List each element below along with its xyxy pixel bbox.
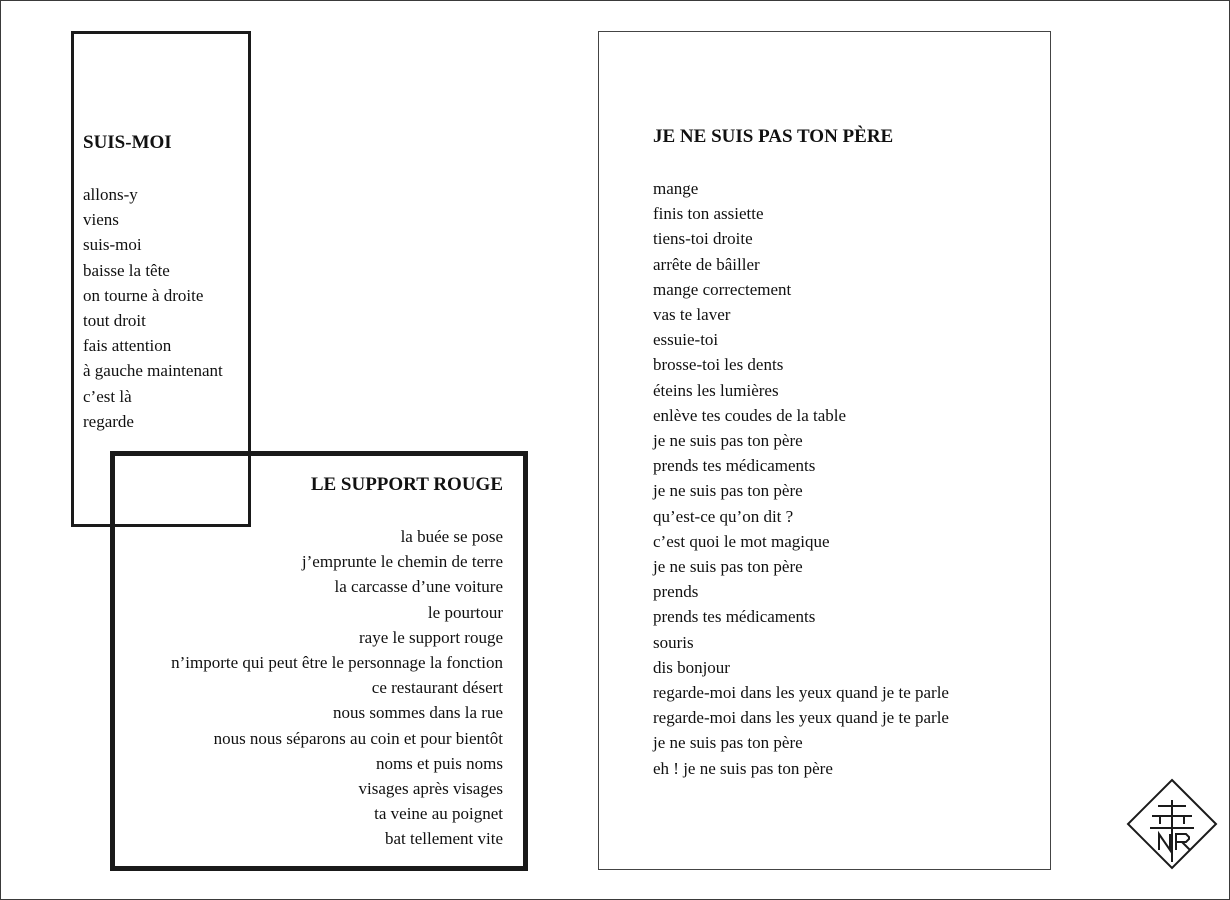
poem-line: prends tes médicaments	[653, 456, 816, 476]
diamond-monogram-icon	[1126, 778, 1218, 870]
poem-line: nous nous séparons au coin et pour bientôt	[213, 728, 503, 748]
poem-line: le pourtour	[427, 602, 503, 622]
poem-line: essuie-toi	[653, 330, 719, 350]
poem-line: visages après visages	[358, 779, 503, 799]
poem-line: j’emprunte le chemin de terre	[301, 552, 503, 572]
poem-line: prends tes médicaments	[653, 607, 816, 627]
poem-line: enlève tes coudes de la table	[653, 405, 847, 425]
poem-line: regarde	[83, 411, 134, 431]
poem-line: qu’est-ce qu’on dit ?	[653, 506, 794, 526]
poem-title: SUIS-MOI	[83, 132, 172, 153]
poem-line: prends	[653, 582, 699, 602]
poem-line: noms et puis noms	[375, 753, 503, 773]
poem-line: n’importe qui peut être le personnage la fonction	[171, 653, 503, 673]
poem-line: je ne suis pas ton père	[653, 481, 803, 501]
poem-line: arrête de bâiller	[653, 254, 760, 274]
poem-line: souris	[653, 632, 694, 652]
poem-line: eh ! je ne suis pas ton père	[653, 758, 833, 778]
poem-line: tout droit	[83, 311, 146, 331]
poem-lines	[653, 176, 949, 781]
poem-line: à gauche maintenant	[83, 361, 223, 381]
poem-line: mange correctement	[653, 279, 792, 299]
poem-line: finis ton assiette	[653, 204, 764, 224]
poem-line: dis bonjour	[653, 657, 730, 677]
poem-support-rouge	[171, 474, 503, 852]
poem-line: nous sommes dans la rue	[333, 703, 503, 723]
poem-line: c’est quoi le mot magique	[653, 531, 830, 551]
poem-line: mange	[653, 179, 699, 198]
poem-line: tiens-toi droite	[653, 229, 753, 249]
poem-line: on tourne à droite	[83, 285, 204, 305]
poem-line: éteins les lumières	[653, 380, 779, 400]
poem-lines	[171, 524, 503, 852]
poem-line: regarde-moi dans les yeux quand je te parle	[653, 708, 949, 728]
poem-line: c’est là	[83, 386, 132, 406]
poem-line: baisse la tête	[83, 260, 170, 280]
poem-line: raye le support rouge	[359, 627, 503, 647]
poem-line: vas te laver	[653, 305, 731, 325]
poem-line: la buée se pose	[400, 527, 503, 546]
poem-lines	[83, 182, 223, 434]
poem-line: je ne suis pas ton père	[653, 733, 803, 753]
poem-title: JE NE SUIS PAS TON PÈRE	[653, 126, 894, 147]
poem-line: la carcasse d’une voiture	[334, 577, 503, 597]
poem-line: allons-y	[83, 185, 138, 204]
poem-line: bat tellement vite	[384, 829, 503, 849]
poem-title: LE SUPPORT ROUGE	[310, 474, 503, 495]
poem-line: ta veine au poignet	[374, 804, 503, 824]
poem-line: je ne suis pas ton père	[653, 431, 803, 451]
poem-pas-ton-pere	[653, 126, 949, 781]
poem-line: je ne suis pas ton père	[653, 557, 803, 577]
poem-line: suis-moi	[83, 235, 142, 255]
poem-line: viens	[83, 210, 119, 230]
poem-line: ce restaurant désert	[371, 678, 503, 698]
poem-suis-moi	[83, 132, 223, 434]
poem-line: brosse-toi les dents	[653, 355, 784, 375]
poem-line: fais attention	[83, 336, 172, 356]
poem-line: regarde-moi dans les yeux quand je te parle	[653, 683, 949, 703]
